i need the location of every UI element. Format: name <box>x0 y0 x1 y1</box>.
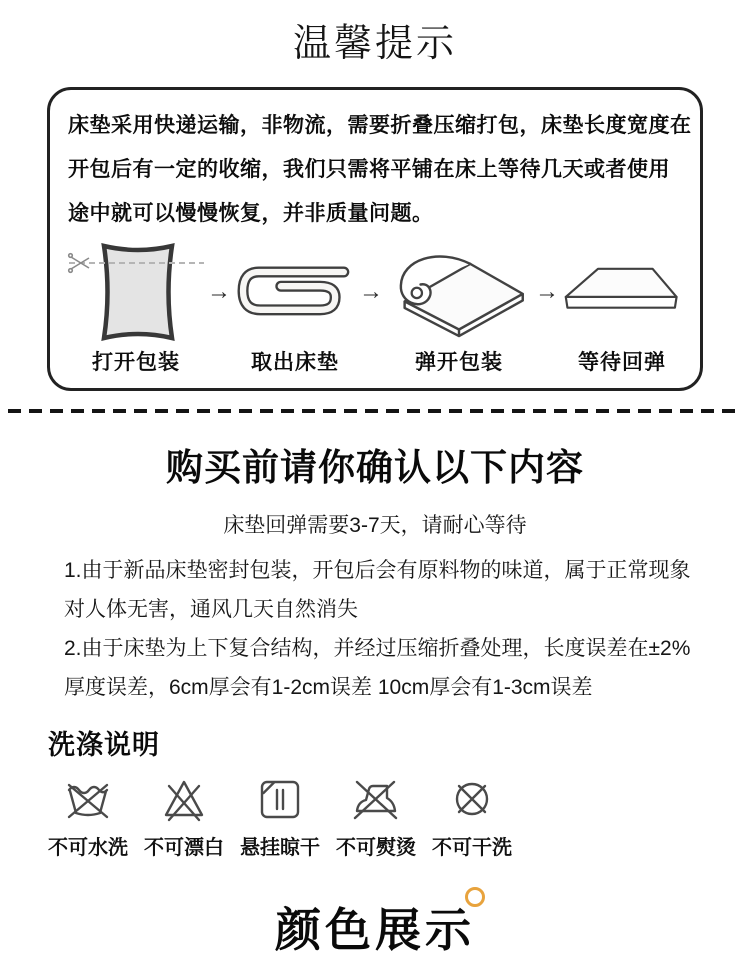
step-label: 取出床垫 <box>251 351 339 374</box>
care-label: 悬挂晾干 <box>240 837 320 859</box>
note-line: 对人体无害，通风几天自然消失 <box>64 598 358 621</box>
care-label: 不可干洗 <box>432 837 512 859</box>
colors-section <box>0 894 750 960</box>
no-washing-icon <box>65 776 111 822</box>
care-item-hang-dry <box>238 776 322 860</box>
no-dry-clean-icon <box>449 776 495 822</box>
right-arrow-icon: → <box>207 278 231 305</box>
step-label: 打开包装 <box>92 351 180 374</box>
flat-mattress-icon <box>560 240 684 344</box>
step-label: 等待回弹 <box>578 351 666 374</box>
no-bleach-icon <box>161 776 207 822</box>
note-line: 2.由于床垫为上下复合结构，并经过压缩折叠处理，长度误差在±2% <box>64 637 691 660</box>
colors-heading-text: 颜色展示 <box>275 904 475 956</box>
page-title: 温馨提示 <box>292 23 457 65</box>
care-label: 不可水洗 <box>48 837 128 859</box>
care-item-no-washing <box>46 776 130 860</box>
accent-ring-icon <box>465 887 485 907</box>
step-open-package <box>66 240 206 376</box>
step-take-out-mattress <box>232 240 358 376</box>
note-line: 1.由于新品床垫密封包装，开包后会有原料物的味道，属于正常现象 <box>64 559 691 582</box>
care-label: 不可熨烫 <box>336 837 416 859</box>
tips-line: 床垫采用快递运输，非物流，需要折叠压缩打包，床垫长度宽度在 <box>68 114 692 137</box>
no-ironing-icon <box>353 776 399 822</box>
colors-heading <box>275 894 475 960</box>
step-unfold-package <box>384 240 534 376</box>
care-item-no-dry-clean <box>430 776 514 860</box>
care-symbols-row <box>46 776 750 860</box>
rolled-mattress-icon <box>232 240 358 344</box>
right-arrow-icon: → <box>359 278 383 305</box>
confirm-heading: 购买前请你确认以下内容 <box>166 447 584 488</box>
step-label: 弹开包装 <box>415 351 503 374</box>
unpacking-steps <box>64 240 686 376</box>
care-item-no-bleach <box>142 776 226 860</box>
dashed-divider <box>8 409 742 413</box>
care-item-no-ironing <box>334 776 418 860</box>
package-cut-open-icon <box>66 240 206 344</box>
note-line: 厚度误差，6cm厚会有1-2cm误差 10cm厚会有1-3cm误差 <box>64 676 593 699</box>
tips-line: 开包后有一定的收缩，我们只需将平铺在床上等待几天或者使用 <box>68 158 670 181</box>
shipping-tips-text <box>64 104 692 236</box>
step-wait-rebound <box>560 240 684 376</box>
tips-line: 途中就可以慢慢恢复，并非质量问题。 <box>68 202 434 225</box>
shipping-tips-box <box>47 87 703 391</box>
right-arrow-icon: → <box>535 278 559 305</box>
purchase-notes <box>64 551 694 707</box>
washing-heading: 洗涤说明 <box>48 730 160 760</box>
unrolling-mattress-icon <box>384 240 534 344</box>
rebound-subnote: 床垫回弹需要3-7天，请耐心等待 <box>223 514 527 537</box>
hang-dry-icon <box>257 776 303 822</box>
care-label: 不可漂白 <box>144 837 224 859</box>
